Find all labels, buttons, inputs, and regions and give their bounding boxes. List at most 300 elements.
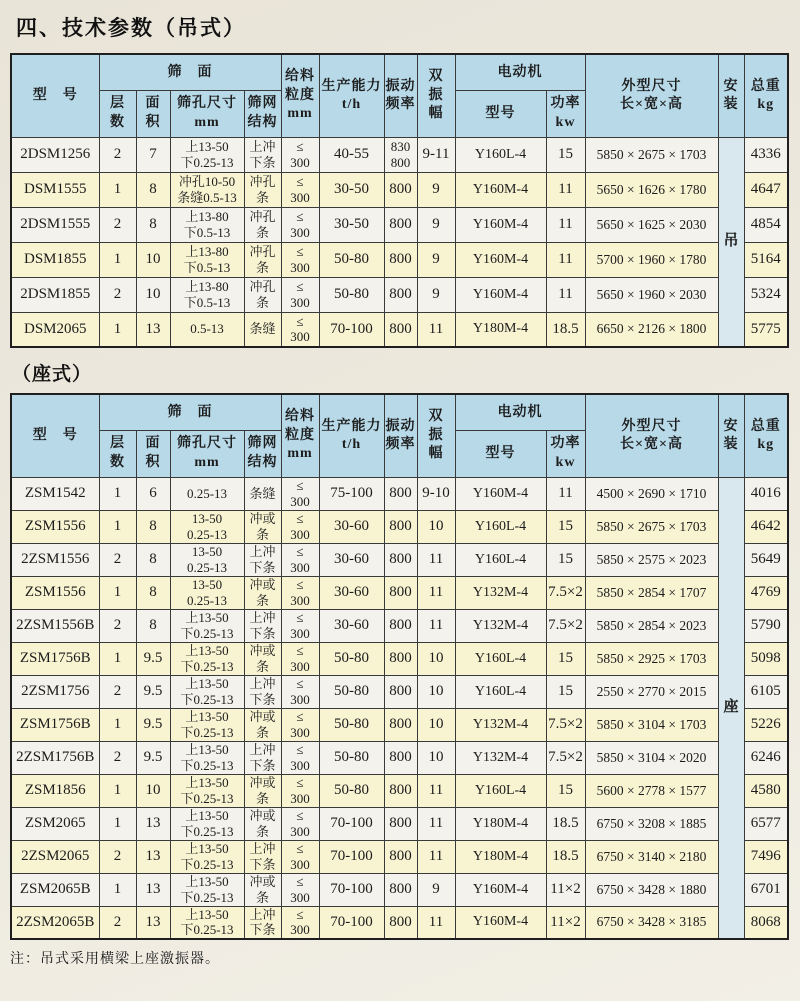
cell-weight: 4016 (744, 477, 788, 510)
table-row (11, 543, 788, 576)
cell-model: ZSM2065B (11, 873, 99, 906)
cell-motor-power: 11×2 (546, 906, 585, 939)
cell-layers: 1 (99, 510, 136, 543)
col-header-motor-model: 型号 (455, 430, 546, 477)
cell-feed-size: ≤ 300 (281, 906, 319, 939)
cell-feed-size: ≤ 300 (281, 675, 319, 708)
cell-motor-model: Y160M-4 (455, 873, 546, 906)
cell-dimensions: 5700 × 1960 × 1780 (585, 242, 718, 277)
table-row (11, 510, 788, 543)
cell-mesh-size: 上13-50 下0.25-13 (170, 137, 244, 172)
cell-area: 13 (136, 807, 170, 840)
col-header-layers: 层 数 (99, 90, 136, 137)
cell-feed-size: ≤ 300 (281, 242, 319, 277)
cell-capacity: 70-100 (319, 312, 384, 347)
cell-weight: 6246 (744, 741, 788, 774)
cell-mesh-structure: 上冲 下条 (244, 840, 281, 873)
cell-mesh-structure: 冲或 条 (244, 510, 281, 543)
cell-motor-power: 11 (546, 207, 585, 242)
cell-motor-power: 18.5 (546, 312, 585, 347)
cell-mesh-structure: 冲孔 条 (244, 172, 281, 207)
cell-motor-power: 15 (546, 774, 585, 807)
table-row (11, 576, 788, 609)
cell-area: 9.5 (136, 642, 170, 675)
cell-layers: 2 (99, 207, 136, 242)
table-row (11, 642, 788, 675)
cell-amplitude: 9 (417, 873, 455, 906)
cell-weight: 5790 (744, 609, 788, 642)
cell-frequency: 800 (384, 576, 417, 609)
cell-frequency: 800 (384, 172, 417, 207)
cell-dimensions: 5850 × 2675 × 1703 (585, 510, 718, 543)
col-header-dimensions: 外型尺寸 长×宽×高 (585, 394, 718, 477)
cell-feed-size: ≤ 300 (281, 873, 319, 906)
cell-frequency: 800 (384, 675, 417, 708)
cell-motor-power: 11 (546, 277, 585, 312)
hanging-table-body (11, 137, 788, 347)
cell-install: 吊 (718, 137, 744, 347)
cell-feed-size: ≤ 300 (281, 708, 319, 741)
cell-mesh-size: 上13-50 下0.25-13 (170, 609, 244, 642)
cell-motor-model: Y180M-4 (455, 840, 546, 873)
table-row (11, 277, 788, 312)
cell-model: 2ZSM2065 (11, 840, 99, 873)
table-row (11, 708, 788, 741)
cell-amplitude: 10 (417, 741, 455, 774)
cell-weight: 4854 (744, 207, 788, 242)
cell-weight: 5775 (744, 312, 788, 347)
cell-amplitude: 10 (417, 510, 455, 543)
cell-capacity: 50-80 (319, 774, 384, 807)
cell-mesh-size: 13-50 0.25-13 (170, 576, 244, 609)
cell-capacity: 30-50 (319, 172, 384, 207)
cell-model: ZSM1856 (11, 774, 99, 807)
cell-dimensions: 2550 × 2770 × 2015 (585, 675, 718, 708)
cell-motor-power: 15 (546, 675, 585, 708)
cell-model: DSM1855 (11, 242, 99, 277)
cell-mesh-size: 上13-80 下0.5-13 (170, 207, 244, 242)
cell-model: 2ZSM2065B (11, 906, 99, 939)
cell-motor-power: 7.5×2 (546, 576, 585, 609)
cell-dimensions: 6750 × 3428 × 3185 (585, 906, 718, 939)
cell-mesh-structure: 上冲 下条 (244, 906, 281, 939)
cell-area: 8 (136, 172, 170, 207)
cell-model: ZSM1556 (11, 576, 99, 609)
cell-area: 6 (136, 477, 170, 510)
cell-layers: 1 (99, 242, 136, 277)
cell-motor-model: Y160L-4 (455, 774, 546, 807)
cell-motor-model: Y132M-4 (455, 708, 546, 741)
cell-model: 2ZSM1756 (11, 675, 99, 708)
col-header-weight: 总重 kg (744, 54, 788, 137)
cell-weight: 6105 (744, 675, 788, 708)
cell-mesh-structure: 条缝 (244, 312, 281, 347)
cell-amplitude: 10 (417, 642, 455, 675)
cell-motor-model: Y132M-4 (455, 576, 546, 609)
cell-dimensions: 4500 × 2690 × 1710 (585, 477, 718, 510)
cell-mesh-structure: 上冲 下条 (244, 675, 281, 708)
col-header-install: 安 装 (718, 394, 744, 477)
cell-mesh-size: 上13-50 下0.25-13 (170, 741, 244, 774)
cell-model: 2ZSM1556B (11, 609, 99, 642)
cell-mesh-size: 上13-50 下0.25-13 (170, 840, 244, 873)
cell-weight: 5164 (744, 242, 788, 277)
cell-layers: 2 (99, 543, 136, 576)
cell-amplitude: 10 (417, 675, 455, 708)
cell-dimensions: 5850 × 2854 × 2023 (585, 609, 718, 642)
cell-frequency: 800 (384, 543, 417, 576)
col-header-model: 型 号 (11, 54, 99, 137)
cell-layers: 1 (99, 576, 136, 609)
cell-weight: 6577 (744, 807, 788, 840)
col-header-double-amplitude: 双 振 幅 (417, 54, 455, 137)
cell-motor-power: 11 (546, 242, 585, 277)
col-header-mesh-size: 筛孔尺寸 mm (170, 90, 244, 137)
col-header-layers: 层 数 (99, 430, 136, 477)
cell-model: 2ZSM1556 (11, 543, 99, 576)
cell-weight: 4336 (744, 137, 788, 172)
table-row (11, 774, 788, 807)
col-header-install: 安 装 (718, 54, 744, 137)
col-header-vibration-frequency: 振动 频率 (384, 394, 417, 477)
cell-amplitude: 11 (417, 906, 455, 939)
table-row (11, 207, 788, 242)
table-row (11, 242, 788, 277)
cell-motor-power: 11 (546, 477, 585, 510)
cell-dimensions: 6750 × 3140 × 2180 (585, 840, 718, 873)
table-row (11, 840, 788, 873)
cell-model: ZSM1756B (11, 708, 99, 741)
col-header-mesh-size: 筛孔尺寸 mm (170, 430, 244, 477)
table-header (11, 54, 788, 137)
cell-mesh-size: 上13-80 下0.5-13 (170, 242, 244, 277)
cell-weight: 4647 (744, 172, 788, 207)
cell-frequency: 800 (384, 242, 417, 277)
cell-mesh-structure: 上冲 下条 (244, 741, 281, 774)
cell-mesh-structure: 冲或 条 (244, 642, 281, 675)
cell-weight: 4580 (744, 774, 788, 807)
cell-motor-model: Y160M-4 (455, 277, 546, 312)
cell-dimensions: 5850 × 3104 × 1703 (585, 708, 718, 741)
col-header-feed-size: 给料 粒度 mm (281, 394, 319, 477)
cell-capacity: 30-60 (319, 609, 384, 642)
col-header-mesh-structure: 筛网 结构 (244, 430, 281, 477)
cell-layers: 2 (99, 277, 136, 312)
table-header (11, 394, 788, 477)
table-row (11, 873, 788, 906)
cell-motor-power: 15 (546, 543, 585, 576)
cell-mesh-size: 上13-50 下0.25-13 (170, 873, 244, 906)
cell-frequency: 800 (384, 741, 417, 774)
table-row (11, 675, 788, 708)
table-row (11, 609, 788, 642)
cell-area: 13 (136, 906, 170, 939)
cell-motor-model: Y160M-4 (455, 477, 546, 510)
cell-motor-power: 11 (546, 172, 585, 207)
col-header-motor: 电动机 (455, 394, 585, 430)
cell-layers: 2 (99, 840, 136, 873)
cell-motor-model: Y160L-4 (455, 137, 546, 172)
cell-motor-model: Y160M-4 (455, 207, 546, 242)
cell-mesh-structure: 冲孔 条 (244, 242, 281, 277)
hanging-type-table (10, 53, 789, 348)
cell-frequency: 800 (384, 277, 417, 312)
cell-feed-size: ≤ 300 (281, 312, 319, 347)
footnote: 注：吊式采用横梁上座激振器。 (10, 952, 220, 967)
cell-motor-model: Y160M-4 (455, 906, 546, 939)
col-header-vibration-frequency: 振动 频率 (384, 54, 417, 137)
cell-mesh-structure: 冲或 条 (244, 576, 281, 609)
cell-motor-model: Y132M-4 (455, 609, 546, 642)
cell-capacity: 40-55 (319, 137, 384, 172)
cell-feed-size: ≤ 300 (281, 277, 319, 312)
cell-dimensions: 5650 × 1626 × 1780 (585, 172, 718, 207)
cell-capacity: 30-60 (319, 543, 384, 576)
cell-weight: 5226 (744, 708, 788, 741)
cell-frequency: 800 (384, 207, 417, 242)
cell-model: DSM2065 (11, 312, 99, 347)
seated-type-table (10, 393, 789, 940)
cell-motor-power: 15 (546, 137, 585, 172)
cell-motor-power: 11×2 (546, 873, 585, 906)
col-header-motor-power: 功率 kw (546, 430, 585, 477)
col-header-double-amplitude: 双 振 幅 (417, 394, 455, 477)
cell-capacity: 70-100 (319, 840, 384, 873)
cell-capacity: 50-80 (319, 741, 384, 774)
cell-dimensions: 5850 × 2854 × 1707 (585, 576, 718, 609)
cell-motor-power: 7.5×2 (546, 741, 585, 774)
cell-frequency: 800 (384, 807, 417, 840)
cell-amplitude: 9 (417, 172, 455, 207)
col-header-mesh-structure: 筛网 结构 (244, 90, 281, 137)
cell-feed-size: ≤ 300 (281, 741, 319, 774)
cell-frequency: 800 (384, 708, 417, 741)
cell-dimensions: 6750 × 3208 × 1885 (585, 807, 718, 840)
cell-mesh-structure: 冲或 条 (244, 774, 281, 807)
cell-feed-size: ≤ 300 (281, 207, 319, 242)
cell-amplitude: 9 (417, 242, 455, 277)
cell-capacity: 30-60 (319, 510, 384, 543)
cell-motor-power: 18.5 (546, 807, 585, 840)
cell-motor-power: 18.5 (546, 840, 585, 873)
cell-mesh-structure: 冲或 条 (244, 873, 281, 906)
col-header-weight: 总重 kg (744, 394, 788, 477)
cell-model: 2DSM1256 (11, 137, 99, 172)
cell-capacity: 50-80 (319, 642, 384, 675)
cell-feed-size: ≤ 300 (281, 807, 319, 840)
cell-model: 2DSM1855 (11, 277, 99, 312)
cell-capacity: 50-80 (319, 708, 384, 741)
cell-amplitude: 11 (417, 576, 455, 609)
cell-motor-model: Y160L-4 (455, 543, 546, 576)
col-header-screen-surface: 筛 面 (99, 394, 281, 430)
cell-model: DSM1555 (11, 172, 99, 207)
cell-model: ZSM1542 (11, 477, 99, 510)
cell-capacity: 30-50 (319, 207, 384, 242)
cell-area: 8 (136, 207, 170, 242)
cell-amplitude: 9 (417, 207, 455, 242)
cell-area: 8 (136, 609, 170, 642)
cell-model: 2ZSM1756B (11, 741, 99, 774)
col-header-screen-surface: 筛 面 (99, 54, 281, 90)
col-header-dimensions: 外型尺寸 长×宽×高 (585, 54, 718, 137)
cell-feed-size: ≤ 300 (281, 477, 319, 510)
cell-capacity: 50-80 (319, 675, 384, 708)
cell-feed-size: ≤ 300 (281, 774, 319, 807)
cell-motor-power: 15 (546, 642, 585, 675)
cell-amplitude: 9-10 (417, 477, 455, 510)
cell-capacity: 50-80 (319, 242, 384, 277)
cell-model: ZSM2065 (11, 807, 99, 840)
cell-motor-model: Y160L-4 (455, 510, 546, 543)
cell-mesh-size: 上13-50 下0.25-13 (170, 708, 244, 741)
cell-motor-model: Y132M-4 (455, 741, 546, 774)
cell-amplitude: 10 (417, 708, 455, 741)
cell-weight: 8068 (744, 906, 788, 939)
cell-capacity: 70-100 (319, 873, 384, 906)
cell-mesh-size: 0.5-13 (170, 312, 244, 347)
cell-dimensions: 5850 × 3104 × 2020 (585, 741, 718, 774)
cell-motor-model: Y160M-4 (455, 172, 546, 207)
cell-feed-size: ≤ 300 (281, 576, 319, 609)
seated-table-body (11, 477, 788, 939)
cell-layers: 1 (99, 642, 136, 675)
cell-mesh-size: 13-50 0.25-13 (170, 510, 244, 543)
cell-dimensions: 5650 × 1625 × 2030 (585, 207, 718, 242)
cell-mesh-structure: 冲或 条 (244, 708, 281, 741)
cell-layers: 1 (99, 807, 136, 840)
cell-mesh-structure: 上冲 下条 (244, 543, 281, 576)
cell-dimensions: 6750 × 3428 × 1880 (585, 873, 718, 906)
cell-frequency: 800 (384, 873, 417, 906)
cell-capacity: 70-100 (319, 906, 384, 939)
table-row (11, 741, 788, 774)
cell-layers: 2 (99, 137, 136, 172)
cell-frequency: 800 (384, 510, 417, 543)
cell-mesh-structure: 冲孔 条 (244, 277, 281, 312)
cell-amplitude: 11 (417, 609, 455, 642)
cell-amplitude: 9 (417, 277, 455, 312)
col-header-capacity: 生产能力 t/h (319, 54, 384, 137)
col-header-model: 型 号 (11, 394, 99, 477)
cell-motor-model: Y180M-4 (455, 312, 546, 347)
cell-layers: 1 (99, 312, 136, 347)
cell-install: 座 (718, 477, 744, 939)
cell-dimensions: 5850 × 2575 × 2023 (585, 543, 718, 576)
cell-frequency: 800 (384, 906, 417, 939)
cell-dimensions: 6650 × 2126 × 1800 (585, 312, 718, 347)
cell-feed-size: ≤ 300 (281, 137, 319, 172)
cell-amplitude: 11 (417, 840, 455, 873)
cell-area: 13 (136, 312, 170, 347)
cell-amplitude: 11 (417, 774, 455, 807)
col-header-motor: 电动机 (455, 54, 585, 90)
col-header-motor-model: 型号 (455, 90, 546, 137)
cell-layers: 2 (99, 741, 136, 774)
cell-weight: 5649 (744, 543, 788, 576)
col-header-motor-power: 功率 kw (546, 90, 585, 137)
cell-area: 8 (136, 510, 170, 543)
cell-feed-size: ≤ 300 (281, 840, 319, 873)
table-row (11, 906, 788, 939)
cell-model: ZSM1556 (11, 510, 99, 543)
cell-layers: 1 (99, 477, 136, 510)
cell-mesh-size: 上13-50 下0.25-13 (170, 642, 244, 675)
cell-dimensions: 5600 × 2778 × 1577 (585, 774, 718, 807)
cell-weight: 4642 (744, 510, 788, 543)
cell-feed-size: ≤ 300 (281, 609, 319, 642)
cell-weight: 6701 (744, 873, 788, 906)
cell-mesh-size: 上13-50 下0.25-13 (170, 774, 244, 807)
cell-model: 2DSM1555 (11, 207, 99, 242)
cell-frequency: 830 800 (384, 137, 417, 172)
cell-amplitude: 11 (417, 543, 455, 576)
cell-motor-power: 15 (546, 510, 585, 543)
cell-frequency: 800 (384, 609, 417, 642)
cell-mesh-size: 上13-50 下0.25-13 (170, 807, 244, 840)
cell-layers: 2 (99, 906, 136, 939)
cell-area: 9.5 (136, 741, 170, 774)
cell-layers: 1 (99, 172, 136, 207)
table-row (11, 137, 788, 172)
cell-capacity: 75-100 (319, 477, 384, 510)
cell-frequency: 800 (384, 840, 417, 873)
cell-feed-size: ≤ 300 (281, 172, 319, 207)
cell-mesh-structure: 冲孔 条 (244, 207, 281, 242)
cell-area: 7 (136, 137, 170, 172)
cell-layers: 2 (99, 675, 136, 708)
cell-area: 8 (136, 576, 170, 609)
cell-area: 13 (136, 840, 170, 873)
cell-motor-power: 7.5×2 (546, 708, 585, 741)
cell-area: 10 (136, 277, 170, 312)
cell-amplitude: 11 (417, 312, 455, 347)
page-title: 四、技术参数（吊式） (16, 17, 246, 40)
cell-area: 9.5 (136, 675, 170, 708)
cell-feed-size: ≤ 300 (281, 543, 319, 576)
cell-mesh-structure: 上冲 下条 (244, 609, 281, 642)
table-row (11, 807, 788, 840)
table-row (11, 312, 788, 347)
cell-area: 10 (136, 242, 170, 277)
cell-mesh-size: 上13-50 下0.25-13 (170, 675, 244, 708)
cell-layers: 1 (99, 708, 136, 741)
cell-motor-model: Y180M-4 (455, 807, 546, 840)
cell-capacity: 70-100 (319, 807, 384, 840)
cell-weight: 5324 (744, 277, 788, 312)
cell-area: 8 (136, 543, 170, 576)
cell-dimensions: 5850 × 2675 × 1703 (585, 137, 718, 172)
cell-mesh-size: 冲孔10-50 条缝0.5-13 (170, 172, 244, 207)
cell-weight: 5098 (744, 642, 788, 675)
cell-amplitude: 9-11 (417, 137, 455, 172)
cell-motor-power: 7.5×2 (546, 609, 585, 642)
cell-feed-size: ≤ 300 (281, 642, 319, 675)
cell-motor-model: Y160L-4 (455, 675, 546, 708)
table-row (11, 477, 788, 510)
cell-amplitude: 11 (417, 807, 455, 840)
table-row (11, 172, 788, 207)
cell-capacity: 30-60 (319, 576, 384, 609)
col-header-feed-size: 给料 粒度 mm (281, 54, 319, 137)
cell-model: ZSM1756B (11, 642, 99, 675)
cell-dimensions: 5650 × 1960 × 2030 (585, 277, 718, 312)
cell-area: 13 (136, 873, 170, 906)
cell-mesh-structure: 上冲 下条 (244, 137, 281, 172)
cell-area: 9.5 (136, 708, 170, 741)
col-header-area: 面 积 (136, 430, 170, 477)
col-header-area: 面 积 (136, 90, 170, 137)
